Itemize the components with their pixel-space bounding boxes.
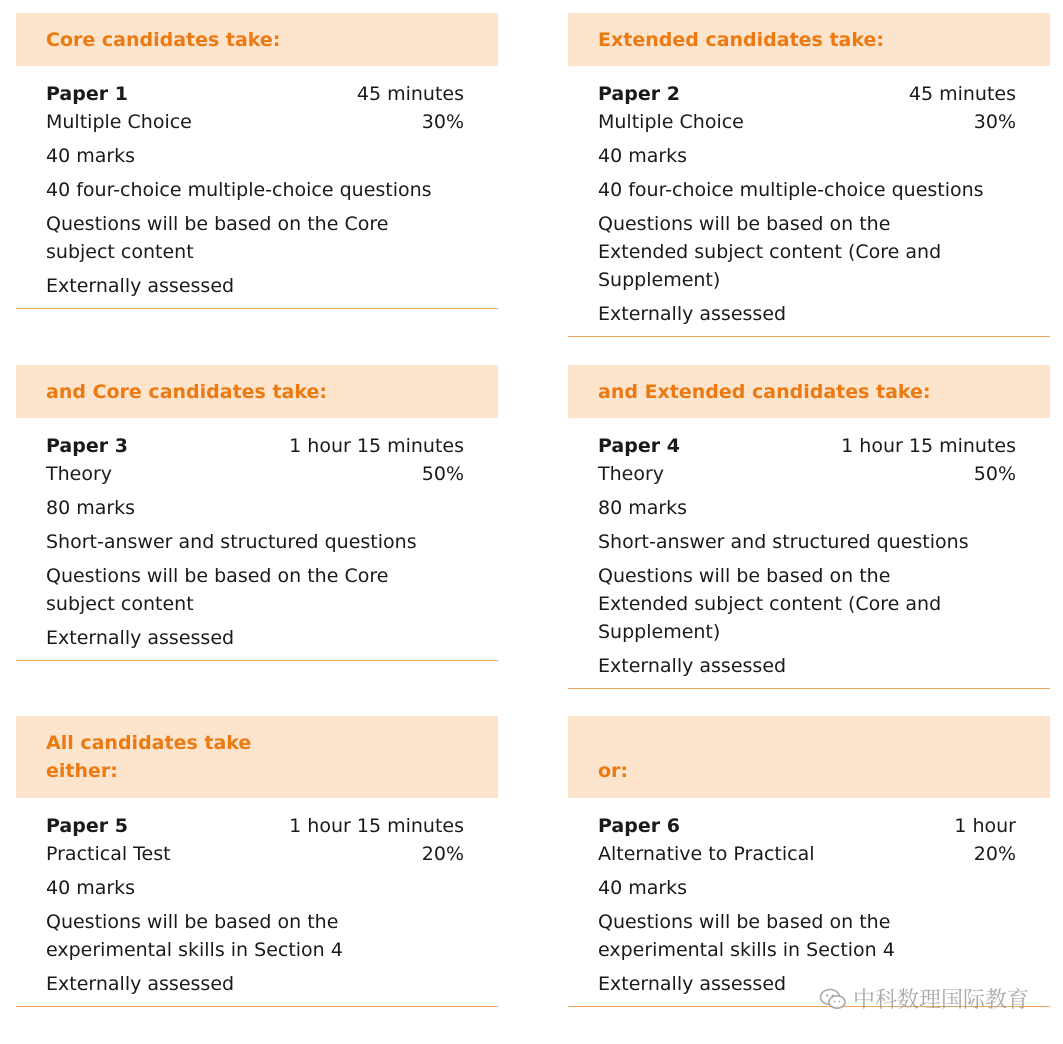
paper-marks: 40 marks — [46, 877, 136, 899]
paper-weight: 30% — [973, 111, 1016, 133]
card-body — [568, 798, 1050, 998]
paper-weight: 30% — [421, 111, 464, 133]
paper-marks: 80 marks — [46, 497, 136, 519]
paper-title-row — [598, 432, 1016, 460]
card-header-text: or: — [598, 760, 629, 782]
paper-assessment: Externally assessed — [598, 655, 787, 677]
card-header — [16, 13, 498, 66]
divider — [16, 1006, 498, 1007]
paper-type-row — [46, 840, 464, 868]
paper-detail: Questions will be based on the experimental skills in Section 4 — [46, 911, 343, 961]
card-header — [568, 365, 1050, 418]
card-header-line: either: — [46, 760, 118, 782]
paper-type-row — [46, 108, 464, 136]
card-header-text: and Extended candidates take: — [598, 380, 931, 403]
paper-detail: 40 four-choice multiple-choice questions — [598, 179, 984, 201]
paper-detail: Short-answer and structured questions — [598, 531, 969, 553]
paper-title-row — [598, 80, 1016, 108]
paper-title-row — [46, 812, 464, 840]
card-body — [16, 66, 498, 300]
paper-weight: 20% — [973, 843, 1016, 865]
paper-marks: 40 marks — [598, 145, 688, 167]
wechat-icon — [819, 988, 847, 1010]
card-header-text: and Core candidates take: — [46, 380, 327, 403]
paper-type: Theory — [598, 463, 665, 485]
paper-4-card — [568, 365, 1050, 689]
paper-name: Paper 4 — [598, 435, 680, 457]
paper-assessment: Externally assessed — [46, 275, 235, 297]
paper-name: Paper 2 — [598, 83, 680, 105]
paper-type-row — [598, 840, 1016, 868]
watermark-text: 中科数理国际教育 — [852, 988, 1029, 1013]
divider — [568, 336, 1050, 337]
card-header — [568, 716, 1050, 798]
paper-title-row — [46, 80, 464, 108]
card-body — [568, 66, 1050, 328]
divider — [16, 308, 498, 309]
paper-detail: Questions will be based on the experimental skills in Section 4 — [598, 911, 895, 961]
paper-assessment: Externally assessed — [46, 973, 235, 995]
paper-type: Multiple Choice — [598, 111, 744, 133]
paper-detail: Questions will be based on the Core subject content — [46, 565, 389, 615]
paper-weight: 50% — [973, 463, 1016, 485]
paper-duration: 1 hour 15 minutes — [841, 435, 1016, 457]
paper-marks: 40 marks — [46, 145, 136, 167]
divider — [16, 660, 498, 661]
paper-1-card — [16, 13, 498, 309]
paper-type: Practical Test — [46, 843, 171, 865]
paper-title-row — [46, 432, 464, 460]
paper-detail: 40 four-choice multiple-choice questions — [46, 179, 432, 201]
paper-weight: 50% — [421, 463, 464, 485]
paper-name: Paper 3 — [46, 435, 128, 457]
paper-2-card — [568, 13, 1050, 337]
card-header — [16, 716, 498, 798]
watermark — [819, 983, 1029, 1014]
paper-name: Paper 6 — [598, 815, 680, 837]
card-header-text — [46, 729, 251, 785]
card-body — [568, 418, 1050, 680]
paper-assessment: Externally assessed — [598, 973, 787, 995]
paper-type-row — [598, 460, 1016, 488]
paper-name: Paper 5 — [46, 815, 128, 837]
paper-detail: Questions will be based on the Core subject content — [46, 213, 389, 263]
paper-detail: Questions will be based on the Extended subject content (Core and Supplement) — [598, 565, 942, 643]
paper-marks: 40 marks — [598, 877, 688, 899]
paper-duration: 1 hour 15 minutes — [289, 435, 464, 457]
paper-type-row — [598, 108, 1016, 136]
card-body — [16, 418, 498, 652]
paper-duration: 1 hour 15 minutes — [289, 815, 464, 837]
paper-name: Paper 1 — [46, 83, 128, 105]
divider — [568, 688, 1050, 689]
paper-title-row — [598, 812, 1016, 840]
card-header — [16, 365, 498, 418]
paper-assessment: Externally assessed — [598, 303, 787, 325]
paper-type: Multiple Choice — [46, 111, 192, 133]
paper-detail: Short-answer and structured questions — [46, 531, 417, 553]
paper-5-card — [16, 716, 498, 1007]
card-body — [16, 798, 498, 998]
card-header-text: Extended candidates take: — [598, 28, 884, 51]
paper-detail: Questions will be based on the Extended subject content (Core and Supplement) — [598, 213, 942, 291]
paper-type-row — [46, 460, 464, 488]
card-header-text: Core candidates take: — [46, 28, 281, 51]
paper-marks: 80 marks — [598, 497, 688, 519]
paper-duration: 1 hour — [954, 815, 1016, 837]
paper-3-card — [16, 365, 498, 661]
paper-type: Alternative to Practical — [598, 843, 815, 865]
paper-weight: 20% — [421, 843, 464, 865]
card-header-line: All candidates take — [46, 732, 252, 754]
card-header — [568, 13, 1050, 66]
paper-duration: 45 minutes — [908, 83, 1016, 105]
paper-6-card — [568, 716, 1050, 1007]
paper-assessment: Externally assessed — [46, 627, 235, 649]
paper-type: Theory — [46, 463, 113, 485]
paper-duration: 45 minutes — [356, 83, 464, 105]
